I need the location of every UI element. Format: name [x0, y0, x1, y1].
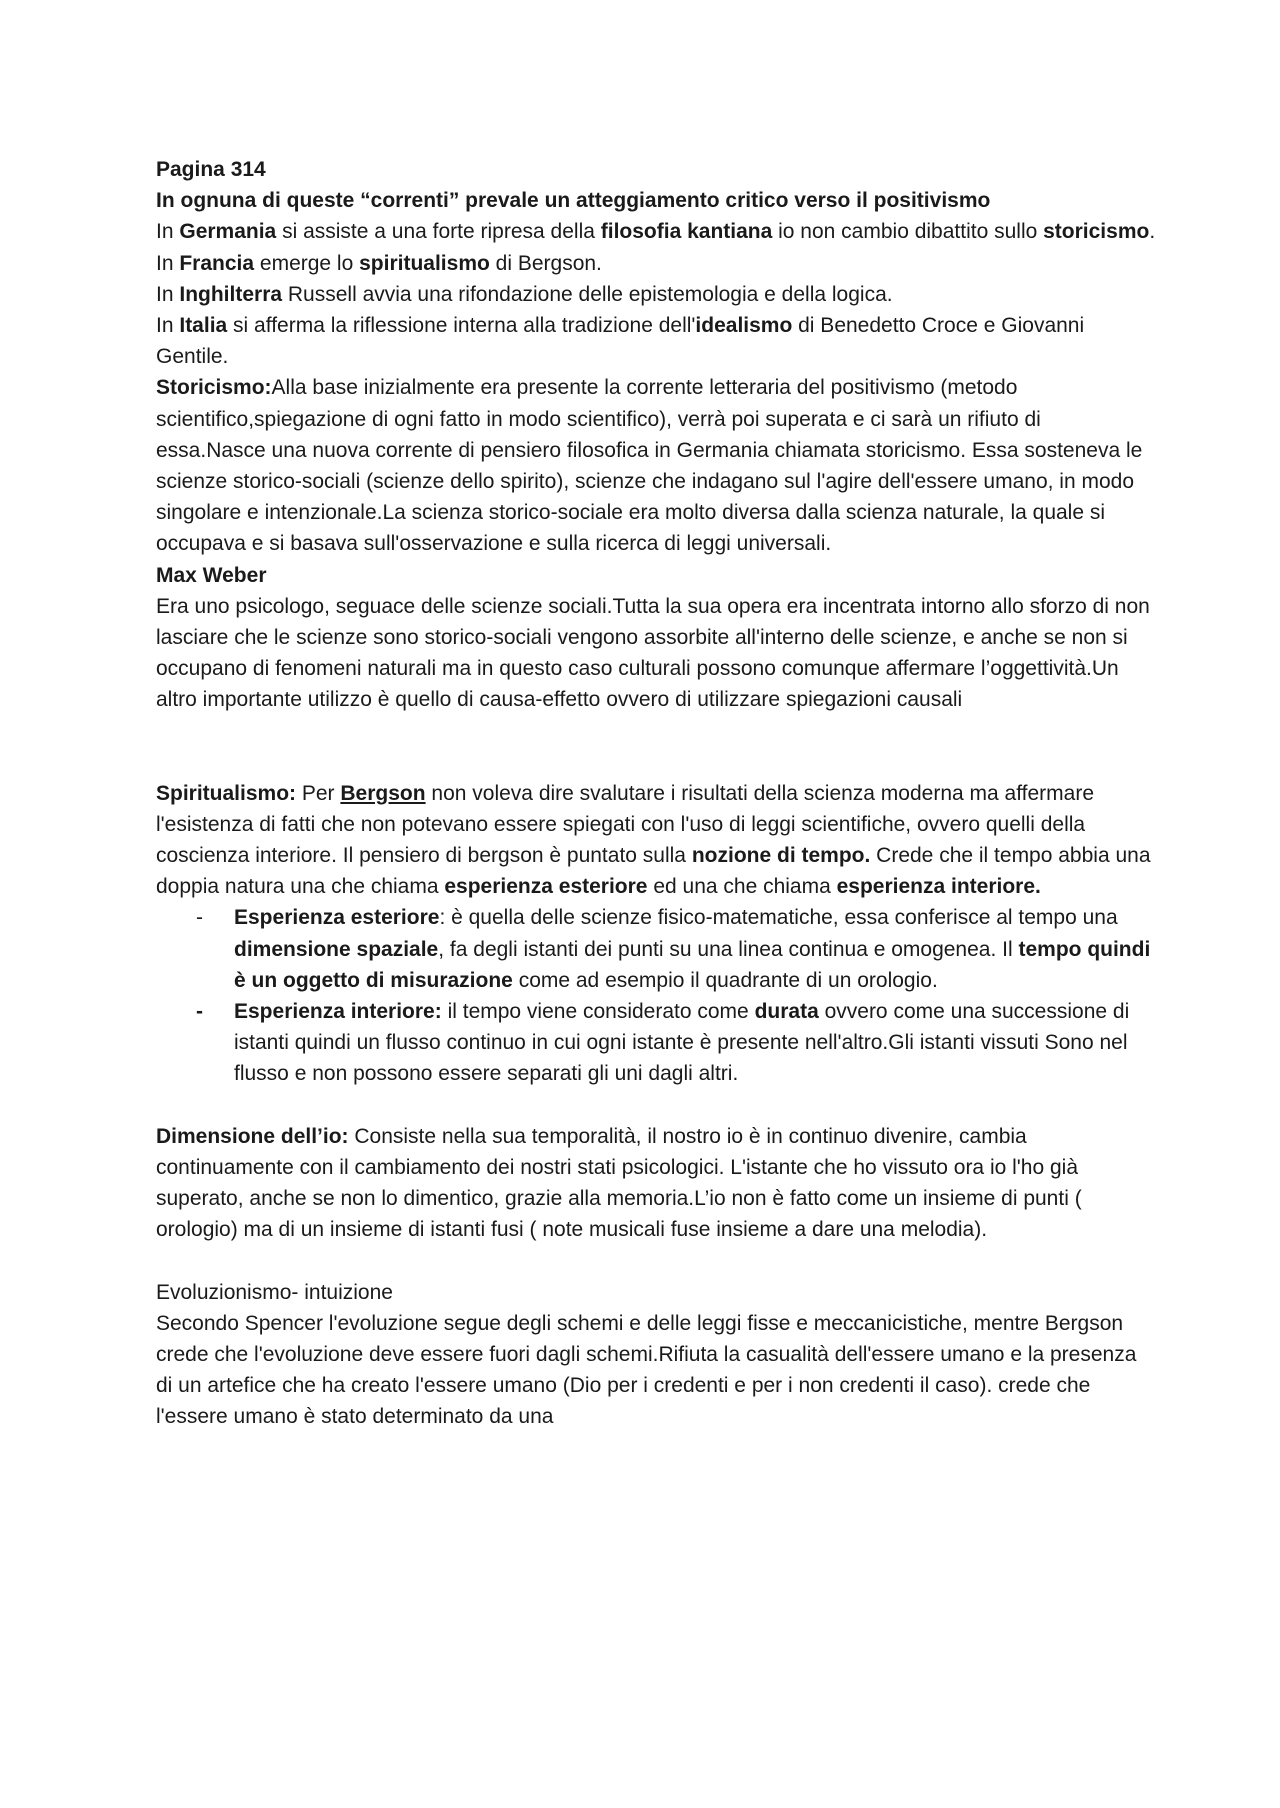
storicismo-paragraph: Storicismo:Alla base inizialmente era presente la corrente letteraria del positivismo (metodo scientifico,spiegazione di ogni fatto in modo scientifico), verrà poi superata e ci sarà un rifiuto di essa.Nasce una nuova corrente di pensiero filosofica in Germania chiamata storicismo. Essa sosteneva le scienze storico-sociali (scienze dello spirito), scienze che indagano sul l'agire dell'essere umano, in modo singolare e intenzionale.La scienza storico-sociale era molto diversa dalla scienza naturale, la quale si occupava e si basava sull'osservazione e sulla ricerca di leggi universali. [156, 376, 1143, 556]
document-page [156, 154, 1156, 1433]
intro-inghilterra: In Inghilterra Russell avvia una rifondazione delle epistemologia e della logica. [156, 282, 893, 306]
intro-francia: In Francia emerge lo spiritualismo di Bergson. [156, 251, 602, 275]
list-item: - Esperienza interiore: il tempo viene considerato come durata ovvero come una successione di istanti quindi un flusso continuo in cui ogni istante è presente nell'altro.Gli istanti vissuti Sono nel flusso e non possono essere separati gli uni dagli altri. [156, 996, 1156, 1090]
dimensione-label: Dimensione dell’io: [156, 1124, 349, 1148]
evoluzionismo-heading: Evoluzionismo- intuizione [156, 1280, 393, 1304]
spiritualismo-paragraph: Spiritualismo: Per Bergson non voleva dire svalutare i risultati della scienza moderna ma affermare l'esistenza di fatti che non potevano essere spiegati con l'uso di leggi scientifiche, ovvero quelli della coscienza interiore. Il pensiero di bergson è puntato sulla nozione di tempo. Crede che il tempo abbia una doppia natura una che chiama esperienza esteriore ed una che chiama esperienza interiore. [156, 781, 1151, 899]
list-item: - Esperienza esteriore: è quella delle scienze fisico-matematiche, essa conferisce al tempo una dimensione spaziale, fa degli istanti dei punti su una linea continua e omogenea. Il tempo quindi è un oggetto di misurazione come ad esempio il quadrante di un orologio. [156, 902, 1156, 996]
spacer [156, 1246, 1156, 1277]
weber-paragraph: Era uno psicologo, seguace delle scienze sociali.Tutta la sua opera era incentrata intorno allo sforzo di non lasciare che le scienze sono storico-sociali vengono assorbite all'interno delle scienze, e anche se non si occupano di fenomeni naturali ma in questo caso culturali possono comunque affermare l’oggettività.Un altro importante utilizzo è quello di causa-effetto ovvero di utilizzare spiegazioni causali [156, 594, 1150, 712]
bergson-link: Bergson [340, 781, 426, 805]
intro-germania: In Germania si assiste a una forte ripresa della filosofia kantiana io non cambio dibattito sullo storicismo. [156, 220, 1156, 244]
spacer [156, 716, 1156, 778]
spiritualismo-label: Spiritualismo: [156, 781, 297, 805]
esperienza-list [156, 902, 1156, 1089]
dash-marker: - [196, 906, 203, 930]
intro-italia: In Italia si afferma la riflessione interna alla tradizione dell'idealismo di Benedetto Croce e Giovanni Gentile. [156, 314, 1085, 369]
spacer [156, 1090, 1156, 1121]
storicismo-label: Storicismo: [156, 376, 272, 400]
dash-marker: - [196, 1000, 203, 1024]
page-title: Pagina 314 [156, 158, 266, 181]
weber-heading: Max Weber [156, 563, 267, 587]
intro-headline: In ognuna di queste “correnti” prevale un atteggiamento critico verso il positivismo [156, 189, 991, 213]
dimensione-paragraph: Dimensione dell’io: Consiste nella sua temporalità, il nostro io è in continuo divenire, cambia continuamente con il cambiamento dei nostri stati psicologici. L'istante che ho vissuto ora io l'ho già superato, anche se non lo dimentico, grazie alla memoria.L’io non è fatto come un insieme di punti ( orologio) ma di un insieme di istanti fusi ( note musicali fuse insieme a dare una melodia). [156, 1124, 1082, 1242]
evoluzionismo-paragraph: Secondo Spencer l'evoluzione segue degli schemi e delle leggi fisse e meccanicistiche, mentre Bergson crede che l'evoluzione deve essere fuori dagli schemi.Rifiuta la casualità dell'essere umano e la presenza di un artefice che ha creato l'essere umano (Dio per i credenti e per i non credenti il caso). crede che l'essere umano è stato determinato da una [156, 1311, 1137, 1429]
